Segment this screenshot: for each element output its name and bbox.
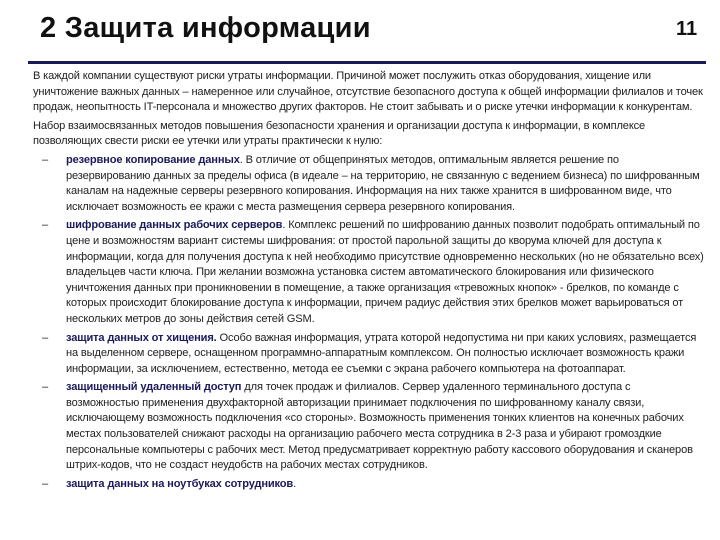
item-text: . — [293, 477, 297, 490]
item-term: защищенный удаленный доступ — [66, 381, 242, 394]
item-text: . Комплекс решений по шифрованию данных позволит подобрать оптимальный по цене и возможностям вариант системы шифрования: от простой парольной защиты до кворума ключей для доступа к информации, когда для получения доступа к ней необходимо присутствие одновременно нескольких (но не обязательно всех) владельцев части ключа. При желании возможна установка систем автоматического блокирования или физического уничтожения данных при проникновении в помещение, а также организация «тревожных кнопок» - брелков, по команде с которых происходит блокирование доступа к информации, причем радиус действия этих брелков может варьироваться от нескольких метров до зоны действия сетей GSM. — [66, 219, 704, 325]
intro-paragraph: Набор взаимосвязанных методов повышения безопасности хранения и организации доступа к информации, в комплексе позволяющих свести риски ее утечки или утраты практически к нулю: — [33, 119, 646, 148]
item-text: для точек продаж и филиалов. Сервер удаленного терминального доступа с возможностью применения двухфакторной авторизации принимает подключения по шифрованному каналу связи, исключающему возможность подключения «со стороны». Возможность применения тонких клиентов на конечных рабочих местах пользователей снижают расходы на организацию рабочего места сотрудника в 2-3 раза и убирают громоздкие персональные компьютеры с рабочих мест. Метод предусматривает корректную работу кассового оборудования и сканеров штрих-кодов, что не создаст неудобств на рабочих местах сотрудников. — [66, 381, 693, 472]
slide-title: 2 Защита информации — [40, 12, 371, 44]
item-text: . В отличие от общепринятых методов, оптимальным является решение по резервированию данных за пределы офиса (в идеале – на территорию, не связанную с ведением бизнеса) по шифрованным каналам на надежные серверы резервного копирования. Информация на них также хранится в шифрованном виде, что исключает возможность ее кражи с места размещения сервера резервного копирования. — [66, 153, 700, 213]
page-number: 11 — [676, 18, 698, 40]
dash-bullet: – — [42, 219, 49, 232]
item-term: защита данных от хищения. — [66, 331, 217, 344]
item-text: Особо важная информация, утрата которой недопустима ни при каких условиях, размещается на выделенном сервере, оснащенном программно-аппаратным комплексом. Он полностью исключает возможность кражи информации, за исключением, естественно, метода ее съемки с экрана рабочего компьютера на фотоаппарат. — [66, 331, 697, 375]
item-term: резервное копирование данных — [66, 153, 240, 166]
dash-bullet: – — [42, 153, 49, 166]
item-term: защита данных на ноутбуках сотрудников — [66, 477, 294, 490]
dash-bullet: – — [42, 381, 49, 394]
list-item — [33, 477, 705, 493]
title-divider — [28, 61, 706, 64]
dash-bullet: – — [42, 477, 49, 490]
dash-bullet: – — [42, 331, 49, 344]
slide-body — [33, 69, 705, 495]
list-item — [33, 331, 705, 378]
methods-list — [33, 153, 705, 492]
list-item — [33, 380, 705, 474]
list-item — [33, 218, 705, 327]
item-term: шифрование данных рабочих серверов — [66, 219, 283, 232]
list-item — [33, 153, 705, 215]
intro-paragraph: В каждой компании существуют риски утраты информации. Причиной может послужить отказ оборудования, хищение или уничтожение важных данных – намеренное или случайное, отсутствие безопасного доступа к общей информации филиалов и точек продаж, неопытность IT-персонала и множество других факторов. Не стоит забывать и о риске утечки информации к конкурентам. — [33, 70, 703, 114]
